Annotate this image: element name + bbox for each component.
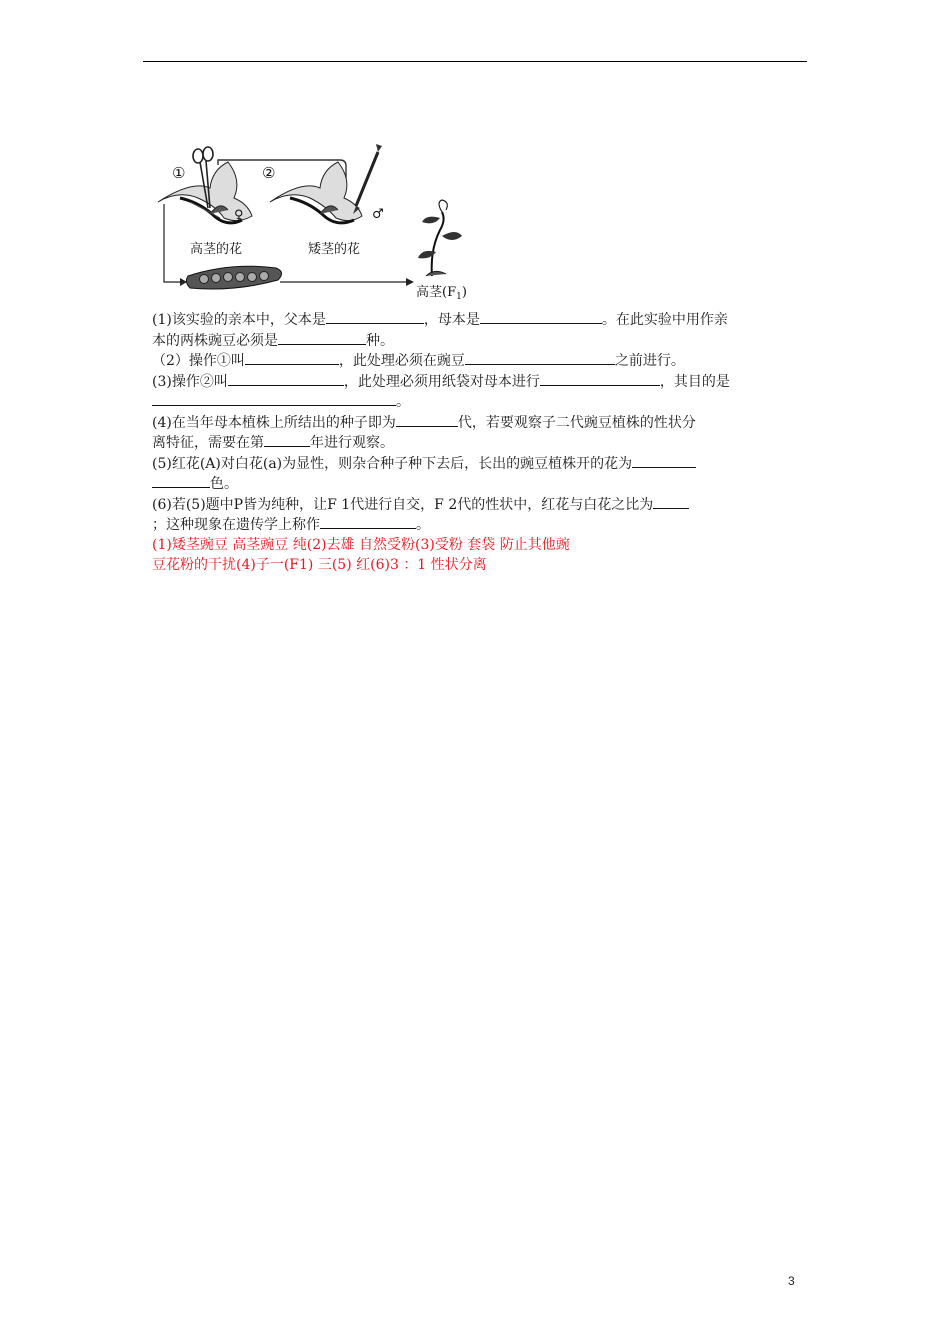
female-symbol: ♀ [234, 208, 244, 223]
answer-key-line-1: (1)矮茎豌豆 高茎豌豆 纯(2)去雄 自然受粉(3)受粉 套袋 防止其他豌 [152, 536, 570, 553]
male-symbol: ♂ [372, 207, 384, 222]
answer-blank[interactable] [653, 494, 689, 509]
answer-blank[interactable] [152, 391, 396, 406]
page-number: 3 [788, 1274, 795, 1288]
question-4-line-1: (4)在当年母本植株上所结出的种子即为 代，若要观察子二代豌豆植株的性状分 [152, 412, 802, 433]
question-block [152, 309, 802, 576]
offspring-label: 高茎$(F_1)$ [416, 285, 467, 302]
answer-key-line-2: 豆花粉的干扰(4)子一(F1) 三(5) 红(6)3 ：1 性状分离 [152, 557, 487, 573]
answer-blank[interactable] [540, 371, 660, 386]
tall-flower-label: 高茎的花 [190, 242, 243, 257]
pea-hybridization-diagram [150, 140, 480, 305]
question-1-line-1: (1)该实验的亲本中，父本是 ，母本是 。在此实验中用作亲 [152, 309, 802, 330]
answer-blank[interactable] [245, 350, 339, 365]
question-5-line-2: 色。 [152, 473, 802, 494]
short-flower-illustration [270, 162, 362, 223]
question-6-line-1: (6)若(5)题中P皆为纯种，让F 1代进行自交，F 2代的性状中，红花与白花之比为 [152, 494, 802, 515]
step2-number: ② [262, 164, 276, 182]
answer-blank[interactable] [228, 371, 344, 386]
answer-blank[interactable] [326, 309, 424, 324]
pea-hybridization-figure [150, 140, 480, 305]
answer-blank[interactable] [465, 350, 615, 365]
brush-icon [353, 144, 382, 214]
offspring-plant-illustration [418, 200, 462, 276]
answer-blank[interactable] [152, 473, 210, 488]
question-4-line-2: 离特征，需要在第 年进行观察。 [152, 432, 802, 453]
question-6-line-2: ；这种现象在遗传学上称作 。 [152, 514, 802, 535]
question-1-line-2: 本的两株豌豆必须是 种。 [152, 330, 802, 351]
answer-blank[interactable] [278, 330, 366, 345]
cross-line [164, 204, 186, 282]
short-flower-label: 矮茎的花 [308, 242, 361, 257]
header-rule [143, 61, 807, 62]
question-2-line: （2）操作①叫 ，此处理必须在豌豆 之前进行。 [152, 350, 802, 371]
answer-blank[interactable] [264, 432, 310, 447]
answer-blank[interactable] [396, 412, 458, 427]
answer-blank[interactable] [480, 309, 602, 324]
step1-number: ① [172, 164, 186, 182]
question-5-line-1: (5)红花(A)对白花(a)为显性，则杂合种子种下去后，长出的豌豆植株开的花为 [152, 453, 802, 474]
answer-blank[interactable] [632, 453, 696, 468]
answer-blank[interactable] [320, 514, 416, 529]
question-3-line-2: 。 [152, 391, 802, 412]
pea-pod-illustration [186, 266, 281, 289]
question-3-line-1: (3)操作②叫 ，此处理必须用纸袋对母本进行 ，其目的是 [152, 371, 802, 392]
